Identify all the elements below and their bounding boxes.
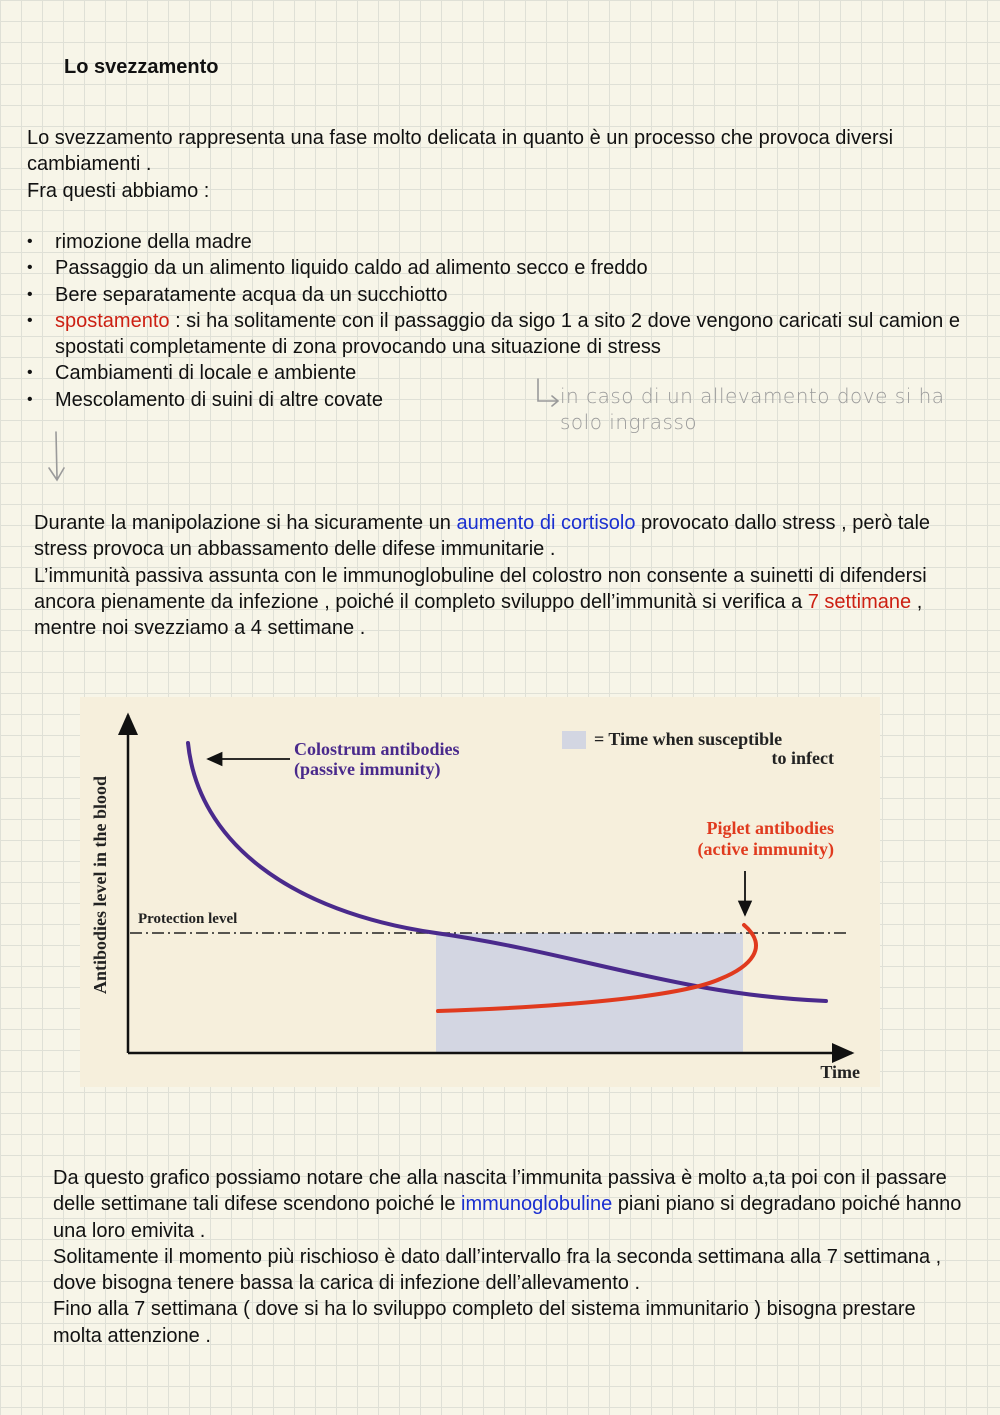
intro-paragraph: [27, 125, 957, 204]
legend-text: = Time when susceptible: [594, 729, 783, 749]
highlight-term: aumento di cortisolo: [456, 512, 636, 534]
y-axis-label: Antibodies level in the blood: [90, 775, 110, 995]
highlight-term: 7 settimane: [807, 590, 912, 613]
cortisol-paragraph: Durante la manipolazione si ha sicuramente un aumento di cortisolo provocato dallo stress , però tale stress provoca un abbassamento delle difese immunitarie . L’immunità passiva assunta con le immunoglobuline del colostro non consente a suinetti di difendersi ancora pienamente da infezione , poiché il completo sviluppo dell’immunità si verifica a 7 settimane , mentre noi svezziamo a 4 settimane .: [34, 512, 931, 640]
series-label: Colostrum antibodies: [294, 739, 460, 759]
intro-line: Lo svezzamento rappresenta una fase molto delicata in quanto è un processo che provoca diversi cambiamenti .: [27, 127, 894, 176]
series-label: (active immunity): [697, 839, 834, 859]
highlight-term: immunoglobuline: [461, 1193, 613, 1216]
list-item: • Cambiamenti di locale e ambiente: [27, 362, 357, 385]
series-label: Piglet antibodies: [706, 818, 834, 838]
chart-explanation-paragraph: Da questo grafico possiamo notare che alla nascita l’immunita passiva è molto a,ta poi con il passare delle settimane tali difese scendono poiché le immunoglobuline piani piano si degradano poiché hanno una loro emivita . Solitamente il momento più rischioso è dato dall’intervallo fra la seconda settimana alla 7 settimana , dove bisogna tenere bassa la carica di infezione dell’allevamento . Fino alla 7 settimana ( dove si ha lo sviluppo completo del sistema immunitario ) bisogna prestare molta attenzione .: [53, 1167, 962, 1347]
handwritten-note: in caso di un allevamento dove si ha solo ingrasso: [560, 384, 945, 434]
legend-swatch: [562, 731, 586, 749]
chart-svg: [80, 697, 880, 1087]
list-item: • rimozione della madre: [27, 231, 252, 253]
list-item: • spostamento : si ha solitamente con il passaggio da sigo 1 a sito 2 dove vengono caricati sul camion e spostati completamente di zona provocando una situazione di stress: [27, 309, 960, 359]
x-axis-label: Time: [820, 1062, 860, 1082]
protection-level-label: Protection level: [138, 911, 238, 927]
antibody-chart: [80, 697, 880, 1087]
legend-text: to infect: [771, 748, 834, 768]
highlight-term: spostamento: [55, 309, 170, 332]
list-item: • Mescolamento di suini di altre covate: [27, 388, 383, 411]
susceptible-window: [436, 933, 743, 1053]
page-title: Lo svezzamento: [64, 56, 219, 78]
intro-line: Fra questi abbiamo :: [27, 179, 210, 202]
list-item: • Bere separatamente acqua da un succhiotto: [27, 283, 448, 306]
series-label: (passive immunity): [294, 759, 441, 779]
down-arrow-icon: [46, 430, 68, 484]
list-item: • Passaggio da un alimento liquido caldo ad alimento secco e freddo: [27, 257, 648, 280]
